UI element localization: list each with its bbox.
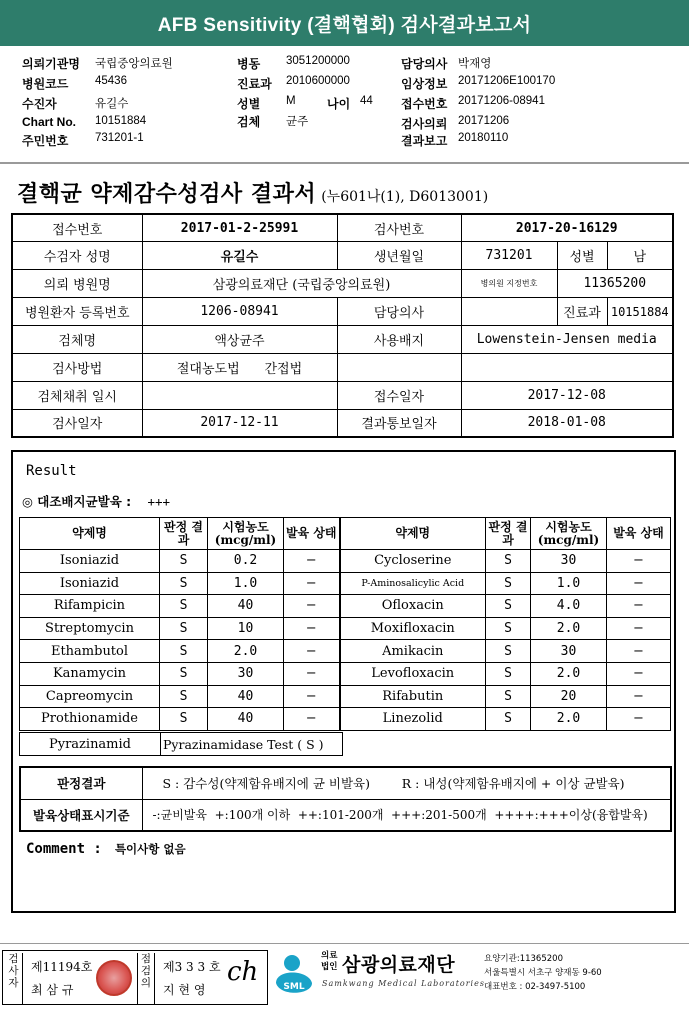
header-label: 병원코드 (22, 77, 69, 91)
growth-status: − (284, 617, 340, 640)
org-line: 대표번호 : 02-3497-5100 (484, 982, 586, 992)
judgement: S (486, 685, 531, 708)
cell-label: 의뢰 병원명 (12, 270, 142, 298)
header-label: 검사의뢰 (401, 117, 448, 131)
table-row (20, 640, 671, 663)
result-section (11, 450, 676, 913)
header-value: 국립중앙의료원 (95, 58, 173, 70)
table-row (12, 298, 673, 326)
table-row (12, 214, 673, 242)
empty-cell (461, 353, 673, 381)
divider (0, 162, 689, 164)
drug-name: Capreomycin (20, 685, 160, 708)
org-name-kr: 삼광의료재단 (342, 954, 456, 976)
legend-judge (142, 767, 671, 799)
inspector-label: 검사자 (5, 953, 23, 1004)
judgement: S (486, 640, 531, 663)
header-value: 731201-1 (95, 132, 144, 144)
concentration: 2.0 (208, 640, 284, 663)
reviewer-label: 점검의 (137, 953, 155, 1004)
test-no: 2017-20-16129 (461, 214, 673, 242)
column-header: 시험농도 (mcg/ml) (208, 518, 284, 550)
comment-label: Comment : (26, 841, 102, 857)
patient-info-table (11, 213, 674, 438)
specimen: 액상균주 (142, 326, 337, 354)
signature-box (2, 950, 268, 1005)
report-title: AFB Sensitivity (결핵협회) 검사결과보고서 (157, 14, 532, 36)
concentration: 30 (208, 662, 284, 685)
header-label: 임상정보 (401, 77, 448, 91)
table-row (20, 550, 671, 573)
drug-name: Moxifloxacin (340, 617, 486, 640)
concentration: 40 (208, 685, 284, 708)
legal-1: 의료 (321, 951, 338, 961)
table-row (12, 270, 673, 298)
judgement: S (160, 572, 208, 595)
cell-label: 검사번호 (337, 214, 461, 242)
growth-status: − (607, 662, 671, 685)
header-value: 20171206-08941 (458, 95, 545, 107)
judgement: S (160, 640, 208, 663)
judgement: S (160, 550, 208, 573)
drug-name: Linezolid (340, 708, 486, 731)
cell-label: 접수번호 (12, 214, 142, 242)
legend-label: 판정결과 (20, 767, 142, 799)
drug-name: Ethambutol (20, 640, 160, 663)
drug-name: Isoniazid (20, 550, 160, 573)
method-1: 절대농도법 (176, 361, 240, 377)
concentration: 40 (208, 708, 284, 731)
drug-name: Prothionamide (20, 708, 160, 731)
table-row (20, 572, 671, 595)
column-header: 시험농도 (mcg/ml) (531, 518, 607, 550)
column-header: 발육 상태 (607, 518, 671, 550)
header-value: 10151884 (95, 115, 147, 127)
control-growth (22, 492, 170, 510)
org-line: 요양기관:11365200 (484, 954, 563, 964)
test-date: 2017-12-11 (142, 409, 337, 437)
judgement: S (486, 550, 531, 573)
legal-2: 법인 (321, 962, 338, 972)
cell-label: 결과통보일자 (337, 409, 461, 437)
table-row (20, 662, 671, 685)
seal-stamp (96, 960, 132, 996)
culture-medium: Lowenstein-Jensen media (461, 326, 673, 354)
concentration: 0.2 (208, 550, 284, 573)
header-value: M (286, 95, 296, 107)
concentration: 1.0 (531, 572, 607, 595)
legend-growth: -:균비발육 +:100개 이하 ++:101-200개 +++:201-500개 ++++:+++이상(융합발육) (142, 799, 671, 831)
header-label: 주민번호 (22, 134, 69, 148)
signature-mark: ch (227, 957, 259, 987)
concentration: 1.0 (208, 572, 284, 595)
column-header: 약제명 (340, 518, 486, 550)
header-value: 2010600000 (286, 75, 350, 87)
inspector-name: 최 삼 규 (31, 983, 74, 997)
header-label: Chart No. (22, 115, 76, 129)
header-label: 의뢰기관명 (22, 57, 80, 71)
concentration: 30 (531, 640, 607, 663)
header-label: 성별 (237, 97, 261, 111)
growth-status: − (607, 685, 671, 708)
cell-label: 성별 (557, 242, 607, 270)
drug-name: Amikacin (340, 640, 486, 663)
judgement: S (160, 617, 208, 640)
result-title: Result (26, 463, 77, 479)
column-header: 발육 상태 (284, 518, 340, 550)
header-value: 유길수 (95, 98, 129, 110)
growth-status: − (284, 662, 340, 685)
cell-label: 담당의사 (337, 298, 461, 326)
notify-date: 2018-01-08 (461, 409, 673, 437)
concentration: 4.0 (531, 595, 607, 618)
drug-name: Rifampicin (20, 595, 160, 618)
growth-status: − (607, 708, 671, 731)
header-label: 수진자 (22, 97, 57, 111)
judgement: S (486, 617, 531, 640)
control-label: ◎ 대조배지균발육 : (22, 494, 132, 509)
sml-logo-icon (272, 951, 316, 1001)
table-row (12, 381, 673, 409)
judgement: S (486, 572, 531, 595)
comment-value: 특이사항 없음 (114, 842, 186, 856)
collection-datetime (142, 381, 337, 409)
header-label: 진료과 (237, 77, 272, 91)
drug-sensitivity-table (19, 517, 671, 731)
column-header: 판정 결과 (160, 518, 208, 550)
header-value: 박재영 (458, 58, 492, 70)
receive-date: 2017-12-08 (461, 381, 673, 409)
table-row (20, 595, 671, 618)
doctor (461, 298, 557, 326)
growth-status: − (607, 617, 671, 640)
column-header: 판정 결과 (486, 518, 531, 550)
hospital-name: 삼광의료재단 (국립중앙의료원) (142, 270, 461, 298)
inspector-no: 제11194호 (31, 960, 93, 974)
cell-label: 검체채취 일시 (12, 381, 142, 409)
receipt-no: 2017-01-2-25991 (142, 214, 337, 242)
drug-name: Isoniazid (20, 572, 160, 595)
cell-label: 접수일자 (337, 381, 461, 409)
drug-name: Levofloxacin (340, 662, 486, 685)
header-label: 접수번호 (401, 97, 448, 111)
registration-no: 1206-08941 (142, 298, 337, 326)
header-value: 20180110 (458, 132, 509, 144)
table-row (20, 617, 671, 640)
pza-result: Pyrazinamidase Test ( S ) (161, 733, 343, 756)
cell-label: 진료과 (557, 298, 607, 326)
concentration: 2.0 (531, 708, 607, 731)
cell-label: 생년월일 (337, 242, 461, 270)
concentration: 2.0 (531, 617, 607, 640)
org-name-en: Samkwang Medical Laboratories (322, 979, 485, 988)
legal-entity (321, 951, 337, 973)
legend-table (19, 766, 672, 832)
growth-status: − (284, 572, 340, 595)
judgement: S (486, 662, 531, 685)
drug-name: Cycloserine (340, 550, 486, 573)
growth-status: − (284, 640, 340, 663)
logo-text: SML (283, 982, 305, 992)
concentration: 10 (208, 617, 284, 640)
drug-name: Pyrazinamid (20, 733, 161, 756)
concentration: 40 (208, 595, 284, 618)
header-info (0, 50, 689, 162)
column-header: 약제명 (20, 518, 160, 550)
header-label: 병동 (237, 57, 261, 71)
concentration: 20 (531, 685, 607, 708)
table-row (20, 708, 671, 731)
header-label: 결과보고 (401, 134, 448, 148)
empty-cell (337, 353, 461, 381)
concentration: 2.0 (531, 662, 607, 685)
table-row (20, 799, 671, 831)
control-value: +++ (147, 494, 171, 509)
header-value: 균주 (286, 116, 309, 128)
cell-label: 검체명 (12, 326, 142, 354)
org-info (484, 952, 602, 994)
cell-label: 수검자 성명 (12, 242, 142, 270)
report-code: (누601나(1), D6013001) (321, 189, 489, 205)
legend-r: R : 내성(약제함유배지에 + 이상 균발육) (401, 776, 625, 792)
drug-name: P-Aminosalicylic Acid (340, 572, 486, 595)
growth-status: − (607, 572, 671, 595)
report-title-bar (0, 0, 689, 46)
legend-s: S : 감수성(약제함유배지에 균 비발육) (162, 776, 370, 792)
header-value: 20171206 (458, 115, 510, 127)
test-method (142, 353, 337, 381)
growth-status: − (607, 550, 671, 573)
drug-name: Streptomycin (20, 617, 160, 640)
divider (0, 943, 689, 944)
growth-status: − (607, 595, 671, 618)
judgement: S (486, 708, 531, 731)
drug-name: Kanamycin (20, 662, 160, 685)
table-row (20, 685, 671, 708)
section-title (17, 177, 488, 208)
pyrazinamide-row (19, 732, 343, 756)
judgement: S (486, 595, 531, 618)
cell-label: 검사일자 (12, 409, 142, 437)
growth-status: − (607, 640, 671, 663)
header-label-age: 나이 (327, 97, 351, 111)
judgement: S (160, 685, 208, 708)
patient-name: 유길수 (142, 242, 337, 270)
table-row (12, 326, 673, 354)
birth-date: 731201 (461, 242, 557, 270)
judgement: S (160, 662, 208, 685)
drug-name: Ofloxacin (340, 595, 486, 618)
table-row (20, 733, 343, 756)
judgement: S (160, 708, 208, 731)
header-value-age: 44 (360, 95, 373, 107)
sex: 남 (607, 242, 673, 270)
judgement: S (160, 595, 208, 618)
header-value: 45436 (95, 75, 127, 87)
growth-status: − (284, 550, 340, 573)
method-2: 간접법 (264, 361, 303, 377)
header-value: 3051200000 (286, 55, 350, 67)
table-row (12, 353, 673, 381)
header-value: 20171206E100170 (458, 75, 556, 87)
reviewer-no: 제3 3 3 호 (163, 960, 221, 974)
table-header-row (20, 518, 671, 550)
concentration: 30 (531, 550, 607, 573)
hospital-code: 11365200 (557, 270, 673, 298)
growth-status: − (284, 708, 340, 731)
reviewer-name: 지 현 영 (163, 983, 206, 997)
org-line: 서울특별시 서초구 양재동 9-60 (484, 968, 602, 978)
table-row (12, 242, 673, 270)
growth-status: − (284, 685, 340, 708)
table-row (12, 409, 673, 437)
cell-label: 병원환자 등록번호 (12, 298, 142, 326)
header-label: 담당의사 (401, 57, 448, 71)
cell-label: 검사방법 (12, 353, 142, 381)
legend-label: 발육상태표시기준 (20, 799, 142, 831)
comment (26, 838, 186, 857)
growth-status: − (284, 595, 340, 618)
cell-label: 병의원 지정번호 (461, 270, 557, 298)
header-label: 검체 (237, 115, 261, 129)
cell-label: 사용배지 (337, 326, 461, 354)
table-row (20, 767, 671, 799)
department: 10151884 (607, 298, 673, 326)
report-heading: 결핵균 약제감수성검사 결과서 (17, 181, 317, 207)
drug-name: Rifabutin (340, 685, 486, 708)
